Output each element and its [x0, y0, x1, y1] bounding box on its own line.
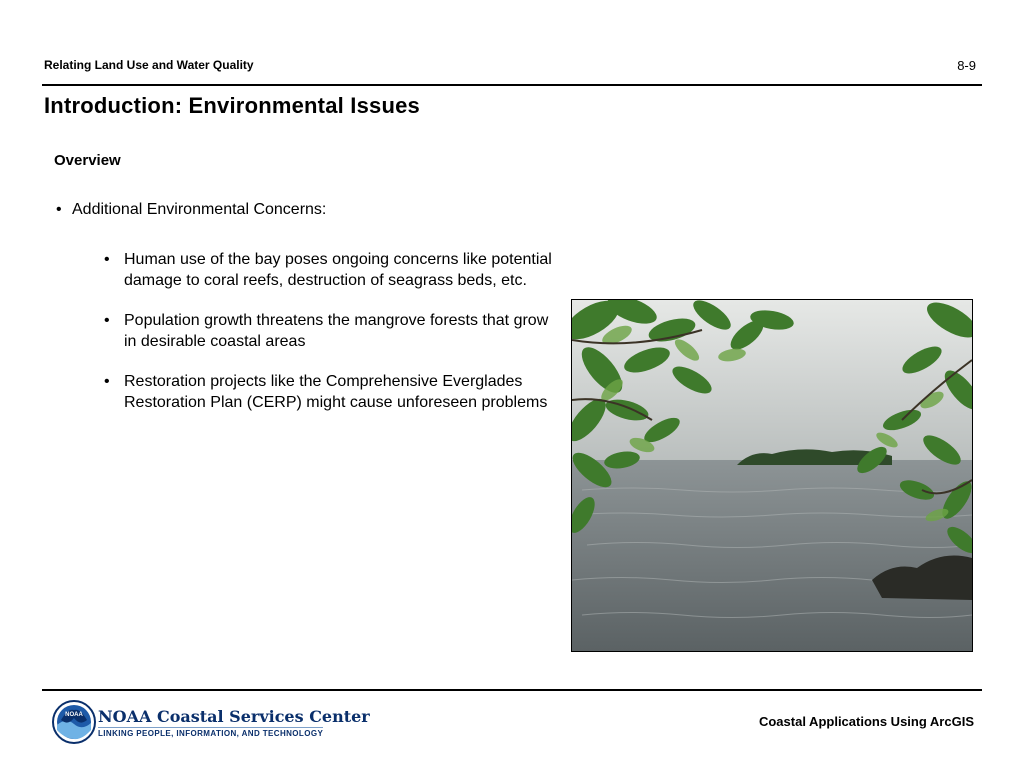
- sub-bullet-text: Human use of the bay poses ongoing concerns like potential damage to coral reefs, destruction of seagrass beds, etc.: [124, 251, 552, 289]
- logo-tagline: LINKING PEOPLE, INFORMATION, AND TECHNOLOGY: [98, 729, 324, 738]
- noaa-badge-text: NOAA: [65, 712, 83, 718]
- footer-course-name: Coastal Applications Using ArcGIS: [758, 714, 974, 729]
- main-bullet-text: Additional Environmental Concerns:: [72, 201, 327, 218]
- bullet-glyph: •: [104, 251, 110, 268]
- main-bullet: [56, 201, 326, 219]
- noaa-logo: [52, 699, 370, 745]
- sub-bullet-item: [104, 249, 554, 291]
- sub-bullet-list: [104, 249, 554, 432]
- header-divider: [42, 84, 982, 86]
- sub-bullet-item: [104, 310, 554, 352]
- mangrove-bay-photo: [571, 299, 973, 652]
- noaa-emblem-icon: [52, 700, 96, 744]
- mangrove-bay-illustration: [572, 300, 972, 651]
- slide-title: Introduction: Environmental Issues: [44, 93, 420, 118]
- section-heading: Overview: [54, 152, 121, 169]
- footer-divider: [42, 689, 982, 691]
- bullet-glyph: •: [56, 201, 62, 218]
- sub-bullet-item: [104, 371, 554, 413]
- header-course-title: Relating Land Use and Water Quality: [44, 58, 254, 72]
- sub-bullet-text: Restoration projects like the Comprehensive Everglades Restoration Plan (CERP) might cause unforeseen problems: [124, 373, 548, 411]
- bullet-glyph: •: [104, 373, 110, 390]
- bullet-glyph: •: [104, 312, 110, 329]
- page-number: 8-9: [957, 58, 976, 73]
- logo-name: NOAA Coastal Services Center: [98, 707, 370, 726]
- sub-bullet-text: Population growth threatens the mangrove forests that grow in desirable coastal areas: [124, 312, 549, 350]
